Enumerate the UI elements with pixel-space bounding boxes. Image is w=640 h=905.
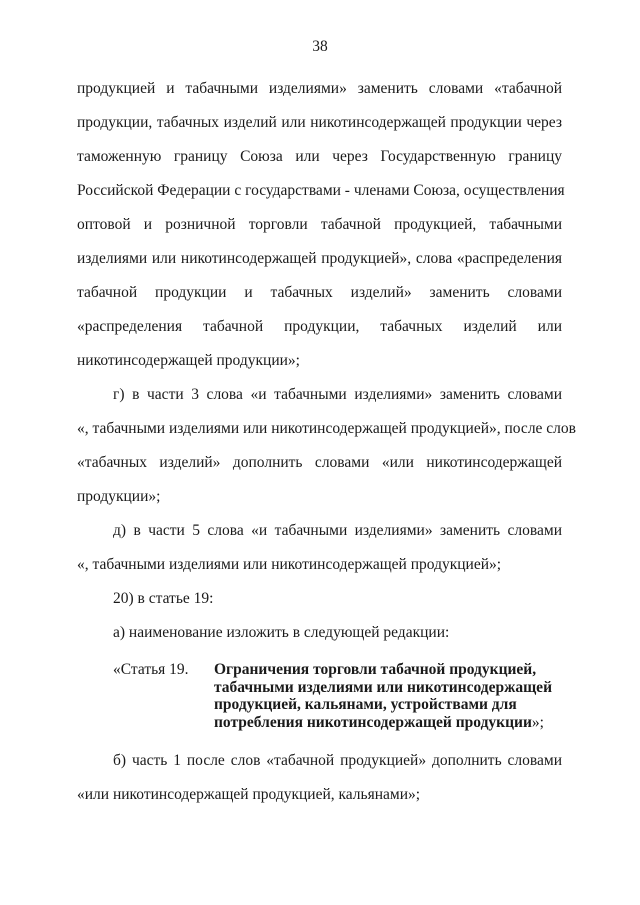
text-line: «табачных изделий» дополнить словами «или никотинсодержащей bbox=[77, 454, 562, 471]
text-line: табачной продукции и табачных изделий» заменить словами bbox=[77, 284, 562, 301]
text-line: изделиями или никотинсодержащей продукцией», слова «распределения bbox=[77, 250, 562, 267]
article-title-suffix: »; bbox=[531, 713, 544, 731]
text-line: «или никотинсодержащей продукцией, кальянами»; bbox=[77, 786, 421, 803]
document-body bbox=[77, 72, 576, 650]
article-title-line-text: потребления никотинсодержащей продукции bbox=[214, 713, 532, 731]
article-title-line bbox=[214, 714, 574, 732]
text-line: а) наименование изложить в следующей редакции: bbox=[113, 624, 450, 641]
article-label: «Статья 19. bbox=[113, 661, 189, 678]
text-line: «, табачными изделиями или никотинсодержащей продукцией»; bbox=[77, 556, 502, 573]
text-line: «, табачными изделиями или никотинсодержащей продукцией», после слов bbox=[77, 420, 576, 437]
text-line: таможенную границу Союза или через Государственную границу bbox=[77, 148, 562, 165]
article-title-line: продукцией, кальянами, устройствами для bbox=[214, 696, 517, 713]
text-line: продукции, табачных изделий или никотинсодержащей продукции через bbox=[77, 114, 562, 131]
text-line: 20) в статье 19: bbox=[113, 590, 214, 607]
document-body-continued bbox=[77, 744, 562, 812]
text-line: оптовой и розничной торговли табачной продукцией, табачными bbox=[77, 216, 562, 233]
article-title-line: табачными изделиями или никотинсодержащей bbox=[214, 678, 552, 696]
text-line: д) в части 5 слова «и табачными изделиями» заменить словами bbox=[113, 522, 562, 539]
article-title-line: Ограничения торговли табачной продукцией, bbox=[214, 661, 537, 678]
text-line: продукции»; bbox=[77, 488, 161, 505]
page-number: 38 bbox=[312, 38, 328, 55]
text-line: продукцией и табачными изделиями» заменить словами «табачной bbox=[77, 80, 562, 97]
text-line: б) часть 1 после слов «табачной продукцией» дополнить словами bbox=[113, 752, 562, 769]
article-title bbox=[214, 661, 574, 731]
text-line: г) в части 3 слова «и табачными изделиями» заменить словами bbox=[113, 386, 562, 403]
text-line: никотинсодержащей продукции»; bbox=[77, 352, 300, 369]
text-line: «распределения табачной продукции, табачных изделий или bbox=[77, 318, 562, 335]
text-line: Российской Федерации с государствами - членами Союза, осуществления bbox=[77, 182, 565, 199]
